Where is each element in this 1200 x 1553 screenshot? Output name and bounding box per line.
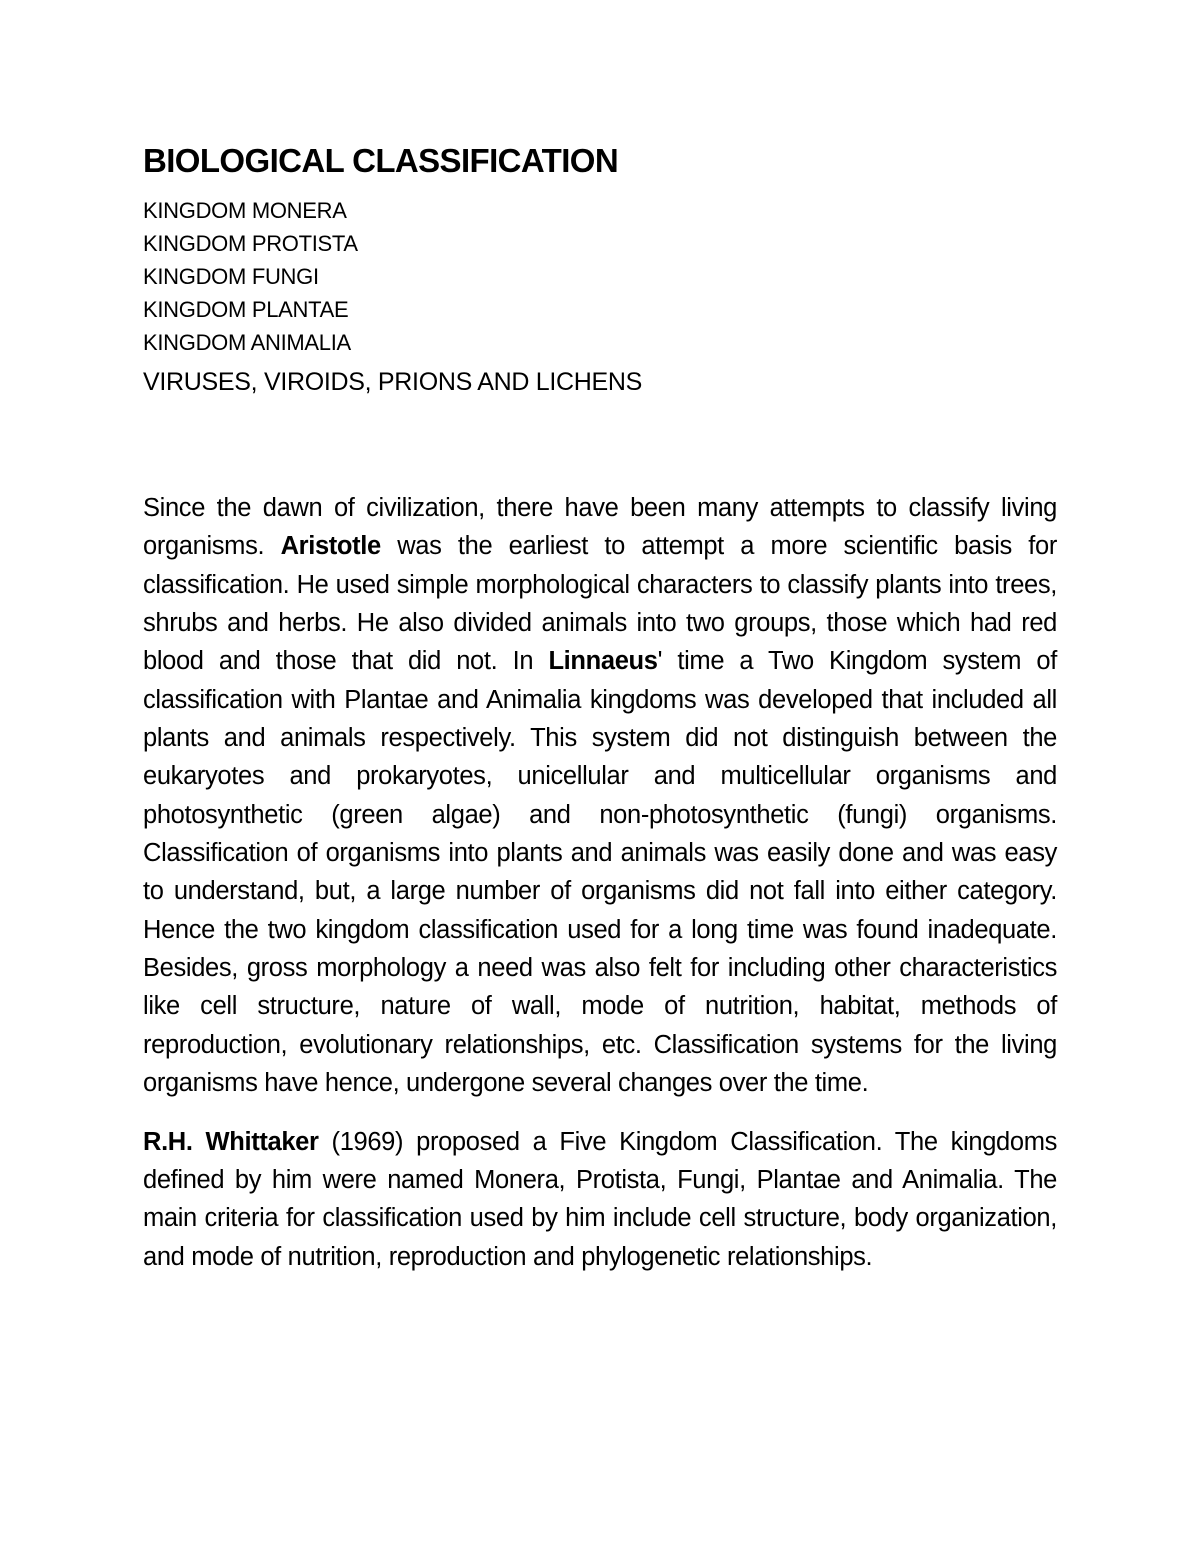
topic-list xyxy=(143,194,1057,401)
aristotle-name: Aristotle xyxy=(280,532,381,561)
linnaeus-name: Linnaeus xyxy=(548,647,658,676)
paragraph-text: ' time a Two Kingdom system of classification with Plantae and Animalia kingdoms was developed that included all plants and animals respectively. This system did not distinguish between the eukaryotes and prokaryotes, unicellular and multicellular organisms and photosynthetic (green algae) and non-photosynthetic (fungi) organisms. Classification of organisms into plants and animals was easily done and was easy to understand, but, a large number of organisms did not fall into either category. Hence the two kingdom classification used for a long time was found inadequate. Besides, gross morphology a need was also felt for including other characteristics like cell structure, nature of wall, mode of nutrition, habitat, methods of reproduction, evolutionary relationships, etc. Classification systems for the living organisms have hence, undergone several changes over the time. xyxy=(143,647,1057,1098)
topic-item: KINGDOM PROTISTA xyxy=(143,231,358,256)
intro-paragraph xyxy=(143,489,1057,1103)
topic-item: KINGDOM MONERA xyxy=(143,198,347,223)
topic-item: KINGDOM FUNGI xyxy=(143,264,319,289)
topic-item: KINGDOM PLANTAE xyxy=(143,297,349,322)
whittaker-paragraph xyxy=(143,1123,1057,1276)
document-page xyxy=(143,140,1057,1276)
paragraph-text: Since the dawn of civilization, there have been many attempts to classify living organisms. xyxy=(143,494,1057,561)
topic-item: KINGDOM ANIMALIA xyxy=(143,330,351,355)
paragraph-text: was the earliest to attempt a more scientific basis for classification. He used simple morphological characters to classify plants into trees, shrubs and herbs. He also divided animals into two groups, those which had red blood and those that did not. In xyxy=(143,532,1057,676)
document-title: BIOLOGICAL CLASSIFICATION xyxy=(143,142,619,179)
topic-item: VIRUSES, VIROIDS, PRIONS AND LICHENS xyxy=(143,368,643,396)
paragraph-text: (1969) proposed a Five Kingdom Classification. The kingdoms defined by him were named Monera, Protista, Fungi, Plantae and Animalia. The main criteria for classification used by him include cell structure, body organization, and mode of nutrition, reproduction and phylogenetic relationships. xyxy=(143,1127,1057,1271)
whittaker-name: R.H. Whittaker xyxy=(143,1127,319,1156)
